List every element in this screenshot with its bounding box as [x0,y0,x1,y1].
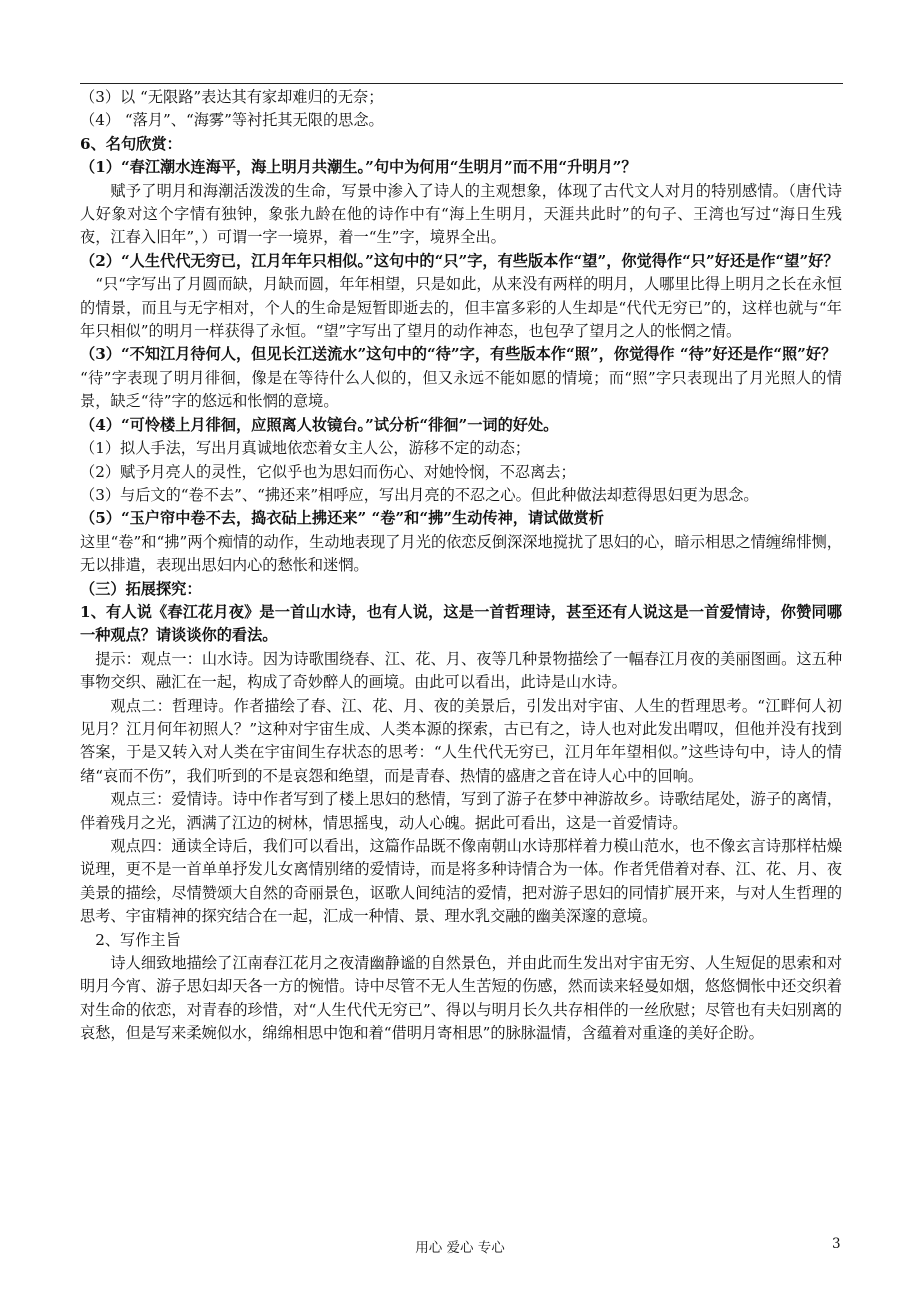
section-heading: 6、名句欣赏： [80,134,182,153]
paragraph: （3）以 “无限路”表达其有家却难归的无奈； [80,88,384,106]
question-heading: （3）“不知江月待何人，但见长江送流水”这句中的“待”字，有些版本作“照”，你觉得作 “待”好还是作“照”好？ [80,345,837,364]
paragraph: “只“字写出了月圆而缺，月缺而圆，年年相望，只是如此，从来没有两样的明月，人哪里比得上明月之长在永恒的情景，而且与无字相对，个人的生命是短暂即逝去的，但丰富多彩的人生却是“代代无穷已”的，这样也就与“年年只相似”的明月一样获得了永恒。“望”字写出了望月的动作神态，也包孕了望月之人的怅惘之情。 [80,275,842,341]
question-heading: 1、有人说《春江花月夜》是一首山水诗，也有人说，这是一首哲理诗，甚至还有人说这是一首爱情诗，你赞同哪一种观点？请谈谈你的看法。 [80,602,842,645]
section-heading: （三）拓展探究： [80,579,202,598]
paragraph: 观点三：爱情诗。诗中作者写到了楼上思妇的愁情，写到了游子在梦中神游故乡。诗歌结尾处，游子的离情，伴着残月之光，洒满了江边的树林，情思摇曳，动人心魄。据此可看出，这是一首爱情诗。 [80,790,842,832]
paragraph: 提示：观点一：山水诗。因为诗歌围绕春、江、花、月、夜等几种景物描绘了一幅春江月夜的美丽图画。这五种事物交织、融汇在一起，构成了奇妙醉人的画境。由此可以看出，此诗是山水诗。 [80,649,842,692]
paragraph: 观点四：通读全诗后，我们可以看出，这篇作品既不像南朝山水诗那样着力模山范水，也不像玄言诗那样枯燥说理，更不是一首单单抒发儿女离情别绪的爱情诗，而是将多种诗情合为一体。作者凭借着对春、江、花、月、夜美景的描绘，尽情赞颂大自然的奇丽景色，讴歌人间纯洁的爱情，把对游子思妇的同情扩展开来，与对人生哲理的思考、宇宙精神的探究结合在一起，汇成一种情、景、理水乳交融的幽美深邃的意境。 [80,837,842,926]
question-heading: （1）“春江潮水连海平，海上明月共潮生。”句中为何用“生明月”而不用“升明月”？ [80,158,637,177]
paragraph: 观点二：哲理诗。作者描绘了春、江、花、月、夜的美景后，引发出对宇宙、人生的哲理思考。“江畔何人初见月？江月何年初照人？”这种对宇宙生成、人类本源的探索，古已有之，诗人也对此发出喟叹，但他并没有找到答案，于是又转入对人类在宇宙间生存状态的思考：“人生代代无穷已，江月年年望相似。”这些诗句中，诗人的情绪“哀而不伤”，我们听到的不是哀怨和绝望，而是青春、热情的盛唐之音在诗人心中的回响。 [80,696,842,785]
page-number: 3 [832,1236,841,1252]
paragraph: 诗人细致地描绘了江南春江花月之夜清幽静谧的自然景色，并由此而生发出对宇宙无穷、人生短促的思索和对明月今宵、游子思妇却天各一方的惋惜。诗中尽管不无人生苦短的伤感，然而读来轻曼如烟，悠悠惆怅中还交织着对生命的依恋，对青春的珍惜，对“人生代代无穷已”、得以与明月长久共存相伴的一丝欣慰；尽管也有夫妇别离的哀愁，但是写来柔婉似水，绵绵相思中饱和着“借明月寄相思”的脉脉温情，含蕴着对重逢的美好企盼。 [80,954,842,1043]
paragraph: 赋予了明月和海潮活泼泼的生命，写景中渗入了诗人的主观想象，体现了古代文人对月的特别感情。（唐代诗人好象对这个字情有独钟，象张九龄在他的诗作中有“海上生明月，天涯共此时”的句子、王湾也写过“海日生残夜，江春入旧年”，）可谓一字一境界，着一“生”字，境界全出。 [80,181,842,247]
question-heading: （5）“玉户帘中卷不去，捣衣砧上拂还来” “卷”和“拂”生动传神，请试做赏析 [80,509,604,528]
footer-text: 用心 爱心 专心 [415,1240,505,1256]
question-heading: （2）“人生代代无穷已，江月年年只相似。”这句中的“只”字，有些版本作“望”，你觉得作“只”好还是作“望”好？ [80,251,839,270]
document-body [80,86,842,1046]
question-heading: （4）“可怜楼上月徘徊，应照离人妆镜台。”试分析“徘徊”一词的好处。 [80,415,559,434]
header-rule [80,83,843,84]
paragraph: 这里“卷”和“拂”两个痴情的动作，生动地表现了月光的依恋反倒深深地搅扰了思妇的心，暗示相思之情缠绵悱恻，无以排遣，表现出思妇内心的愁怅和迷惘。 [80,532,842,575]
paragraph: （1）拟人手法，写出月真诚地依恋着女主人公，游移不定的动态； [80,439,531,458]
paragraph: “待”字表现了明月徘徊，像是在等待什么人似的，但又永远不能如愿的情境；而“照”字只表现出了月光照人的情景，缺乏“待”字的悠远和怅惘的意境。 [80,368,842,411]
paragraph: （3）与后文的“卷不去”、“拂还来”相呼应，写出月亮的不忍之心。但此种做法却惹得思妇更为思念。 [80,485,759,504]
paragraph: （4） “落月”、“海雾”等衬托其无限的思念。 [80,111,384,130]
section-heading: 2、写作主旨 [95,930,181,949]
paragraph: （2）赋予月亮人的灵性，它似乎也为思妇而伤心、对她怜悯，不忍离去； [80,462,576,481]
